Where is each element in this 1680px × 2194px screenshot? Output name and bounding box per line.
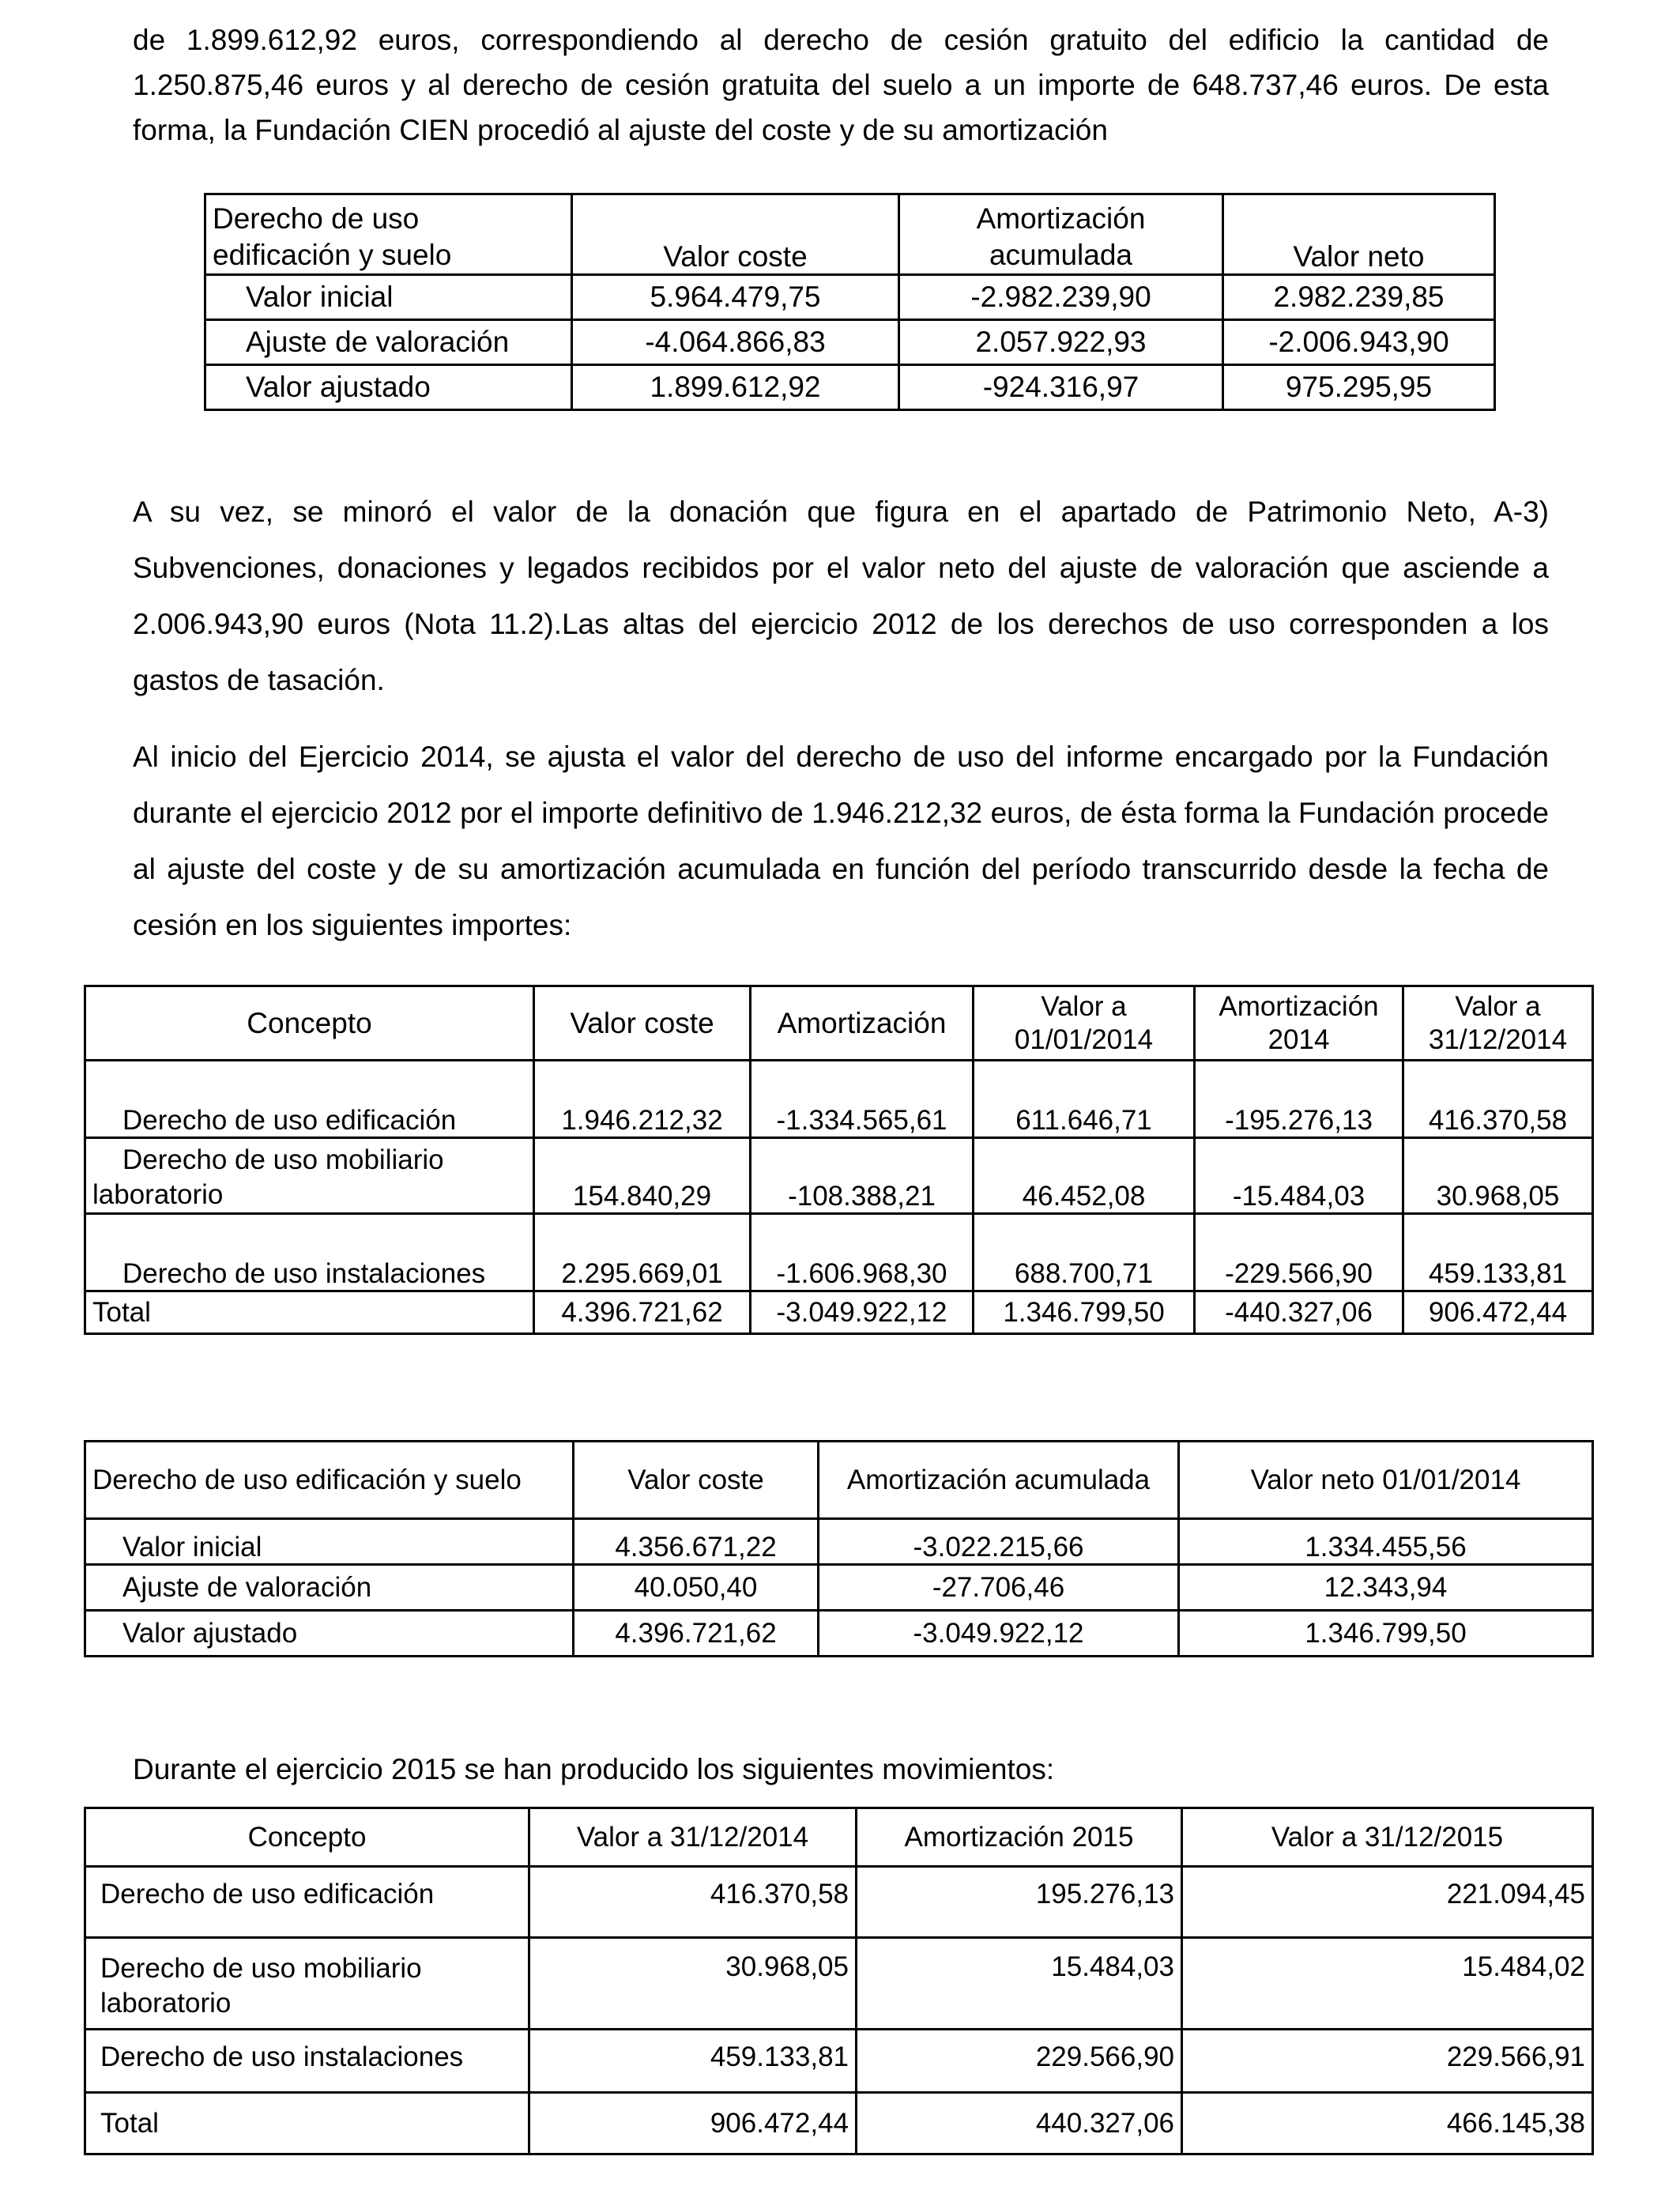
table-cell: 4.356.671,22 — [574, 1519, 819, 1565]
table-row — [85, 1867, 1593, 1938]
table-header-cell: Concepto — [85, 986, 534, 1061]
table-header-cell: Valor a 31/12/2014 — [529, 1808, 857, 1867]
table-header-cell: Amortización 2014 — [1195, 986, 1403, 1061]
table-header-row — [205, 194, 1495, 275]
table-cell: -1.606.968,30 — [751, 1214, 974, 1291]
table-header-cell: Valor coste — [572, 194, 899, 275]
table-cell: 4.396.721,62 — [534, 1291, 751, 1334]
table-header-cell: Amortización acumulada — [819, 1442, 1179, 1519]
table-cell: -2.006.943,90 — [1223, 320, 1495, 365]
table-cell: -2.982.239,90 — [899, 275, 1223, 320]
table-cell: 2.295.669,01 — [534, 1214, 751, 1291]
table-row — [85, 1938, 1593, 2030]
table-cell: -15.484,03 — [1195, 1138, 1403, 1214]
table-row — [85, 1214, 1593, 1291]
table-row — [205, 365, 1495, 410]
table-cell: 440.327,06 — [857, 2093, 1182, 2154]
table-cell: 906.472,44 — [1403, 1291, 1593, 1334]
table-cell: -27.706,46 — [819, 1565, 1179, 1611]
table-header-cell: Amortización 2015 — [857, 1808, 1182, 1867]
table-header-cell: Valor coste — [534, 986, 751, 1061]
row-label: Ajuste de valoración — [205, 320, 572, 365]
table-cell: 688.700,71 — [974, 1214, 1195, 1291]
table-cell: 154.840,29 — [534, 1138, 751, 1214]
table-cell: 2.057.922,93 — [899, 320, 1223, 365]
table-adjustment-2014 — [84, 1440, 1594, 1657]
table-row — [85, 1061, 1593, 1138]
row-label: Derecho de uso edificación — [85, 1061, 534, 1138]
table-cell: 15.484,03 — [857, 1938, 1182, 2030]
table-header-cell: Valor neto 01/01/2014 — [1179, 1442, 1593, 1519]
table-header-cell: Amortización — [751, 986, 974, 1061]
table-row — [85, 1565, 1593, 1611]
table-cell: 30.968,05 — [1403, 1138, 1593, 1214]
table-cell: 416.370,58 — [529, 1867, 857, 1938]
table-movements-2015 — [84, 1807, 1594, 2155]
table-cell: -440.327,06 — [1195, 1291, 1403, 1334]
table-cell: 2.982.239,85 — [1223, 275, 1495, 320]
paragraph-2014-adjustment: Al inicio del Ejercicio 2014, se ajusta el valor del derecho de uso del informe encargado por la Fundación durante el ejercicio 2012 por el importe definitivo de 1.946.212,32 euros, de ésta forma la Fundación procede al ajuste del coste y de su amortización acumulada en función del período transcurrido desde la fecha de cesión en los siguientes importes: — [133, 741, 1549, 941]
table-cell: 466.145,38 — [1182, 2093, 1593, 2154]
table-cell: 1.346.799,50 — [974, 1291, 1195, 1334]
row-label: Valor inicial — [205, 275, 572, 320]
table-cell: 30.968,05 — [529, 1938, 857, 2030]
row-label-text: Derecho de uso mobiliario laboratorio — [92, 1144, 444, 1210]
table-cell: 4.396.721,62 — [574, 1611, 819, 1657]
table-header-row — [85, 1442, 1593, 1519]
row-label: Valor ajustado — [205, 365, 572, 410]
table-header-cell: Valor a 01/01/2014 — [974, 986, 1195, 1061]
table-row — [205, 275, 1495, 320]
row-label: Derecho de uso mobiliario laboratorio — [85, 1938, 529, 2030]
table-cell: 195.276,13 — [857, 1867, 1182, 1938]
table-row — [205, 320, 1495, 365]
table-cell: 459.133,81 — [529, 2030, 857, 2093]
paragraph-2015-movements: Durante el ejercicio 2015 se han producido los siguientes movimientos: — [133, 1753, 1055, 1785]
table-total-row — [85, 1291, 1593, 1334]
row-label: Derecho de uso instalaciones — [85, 1214, 534, 1291]
table-concepts-2014 — [84, 985, 1594, 1335]
row-label: Valor inicial — [85, 1519, 574, 1565]
table-header-row — [85, 1808, 1593, 1867]
table-header-cell: Valor neto — [1223, 194, 1495, 275]
table-row — [85, 1519, 1593, 1565]
table-cell: -1.334.565,61 — [751, 1061, 974, 1138]
table-header-cell: Valor a 31/12/2014 — [1403, 986, 1593, 1061]
table-header-cell: Concepto — [85, 1808, 529, 1867]
table-cell: 611.646,71 — [974, 1061, 1195, 1138]
table-cell: 1.899.612,92 — [572, 365, 899, 410]
row-label: Ajuste de valoración — [85, 1565, 574, 1611]
table-cell: -229.566,90 — [1195, 1214, 1403, 1291]
table-row — [85, 2030, 1593, 2093]
table-cell: 906.472,44 — [529, 2093, 857, 2154]
table-cell: -195.276,13 — [1195, 1061, 1403, 1138]
table-cell: 1.346.799,50 — [1179, 1611, 1593, 1657]
table-cell: 416.370,58 — [1403, 1061, 1593, 1138]
row-label: Derecho de uso edificación — [85, 1867, 529, 1938]
table-cell: 1.334.455,56 — [1179, 1519, 1593, 1565]
table-cell: -108.388,21 — [751, 1138, 974, 1214]
table-cell: 46.452,08 — [974, 1138, 1195, 1214]
table-cell: 12.343,94 — [1179, 1565, 1593, 1611]
table-cell: -924.316,97 — [899, 365, 1223, 410]
table-header-cell: Amortización acumulada — [899, 194, 1223, 275]
table-header-cell: Derecho de uso edificación y suelo — [205, 194, 572, 275]
table-header-cell: Valor a 31/12/2015 — [1182, 1808, 1593, 1867]
table-cell: -3.049.922,12 — [819, 1611, 1179, 1657]
table-cell: 40.050,40 — [574, 1565, 819, 1611]
paragraph-donation: A su vez, se minoró el valor de la donación que figura en el apartado de Patrimonio Neto, A-3) Subvenciones, donaciones y legados recibidos por el valor neto del ajuste de valoración que asciende a 2.006.943,90 euros (Nota 11.2).Las altas del ejercicio 2012 de los derechos de uso corresponden a los gastos de tasación. — [133, 496, 1549, 696]
table-row — [85, 1611, 1593, 1657]
table-cell: -3.022.215,66 — [819, 1519, 1179, 1565]
table-cell: 221.094,45 — [1182, 1867, 1593, 1938]
row-label: Valor ajustado — [85, 1611, 574, 1657]
row-label — [85, 1138, 534, 1214]
table-cell: 459.133,81 — [1403, 1214, 1593, 1291]
table-header-cell: Valor coste — [574, 1442, 819, 1519]
table-cell: 5.964.479,75 — [572, 275, 899, 320]
table-header-cell: Derecho de uso edificación y suelo — [85, 1442, 574, 1519]
row-label: Derecho de uso instalaciones — [85, 2030, 529, 2093]
table-total-row — [85, 2093, 1593, 2154]
table-row — [85, 1138, 1593, 1214]
row-label: Total — [85, 1291, 534, 1334]
paragraph-intro: de 1.899.612,92 euros, correspondiendo al derecho de cesión gratuito del edificio la cantidad de 1.250.875,46 euros y al derecho de cesión gratuita del suelo a un importe de 648.737,46 euros. De esta forma, la Fundación CIEN procedió al ajuste del coste y de su amortización — [133, 24, 1549, 146]
table-cell: 229.566,90 — [857, 2030, 1182, 2093]
table-cell: -4.064.866,83 — [572, 320, 899, 365]
row-label: Total — [85, 2093, 529, 2154]
table-cell: 15.484,02 — [1182, 1938, 1593, 2030]
table-cell: 975.295,95 — [1223, 365, 1495, 410]
table-header-row — [85, 986, 1593, 1061]
table-adjustment-2012 — [204, 193, 1496, 411]
table-cell: -3.049.922,12 — [751, 1291, 974, 1334]
table-cell: 1.946.212,32 — [534, 1061, 751, 1138]
table-cell: 229.566,91 — [1182, 2030, 1593, 2093]
